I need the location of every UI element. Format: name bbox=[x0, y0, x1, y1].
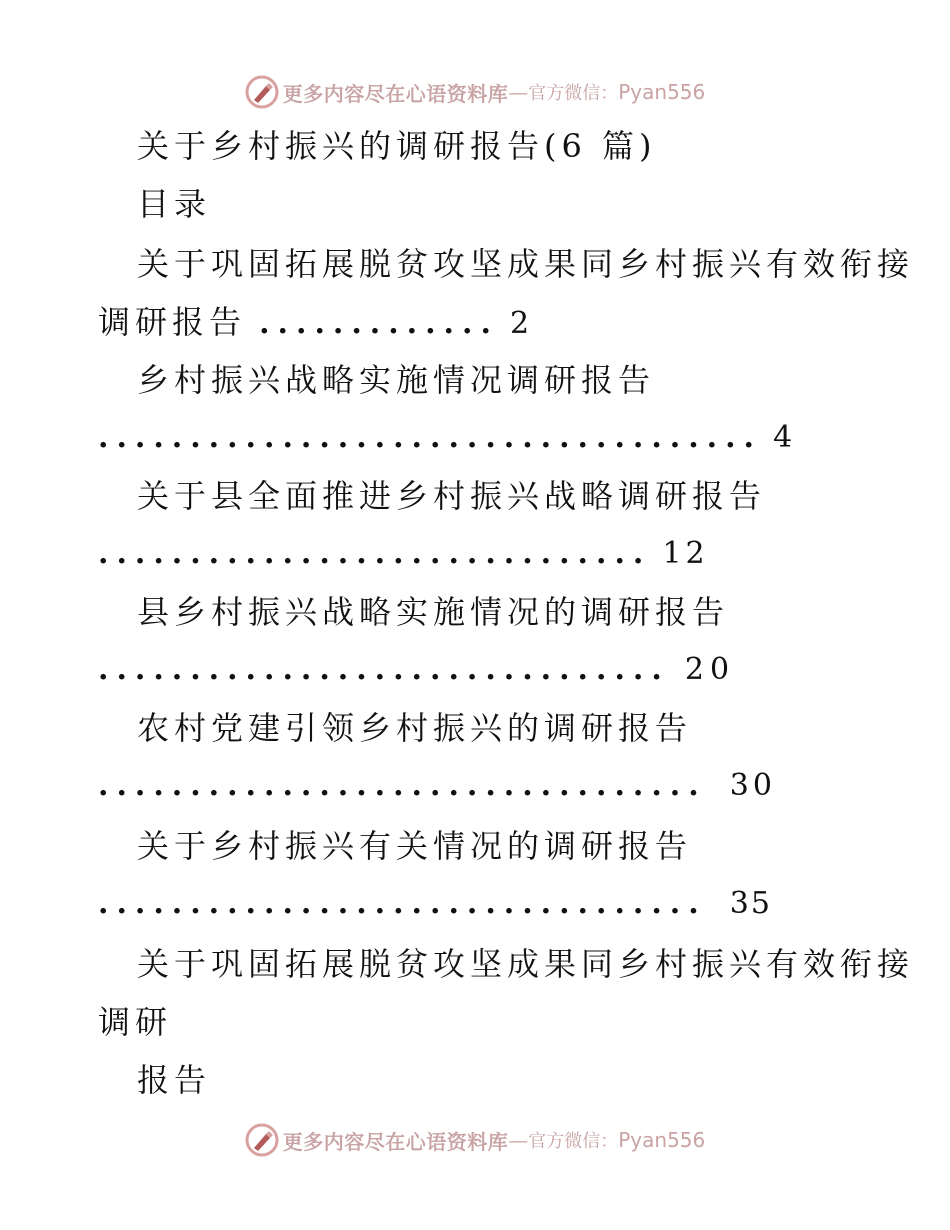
watermark-dash: — bbox=[508, 80, 529, 104]
toc-heading: 目录 bbox=[137, 185, 212, 223]
toc-entry-6-title: 关于乡村振兴有关情况的调研报告 bbox=[137, 827, 693, 865]
toc-entry-5-leader bbox=[98, 766, 776, 810]
toc-entry-6-leader bbox=[98, 884, 772, 928]
pen-logo-icon bbox=[245, 75, 279, 109]
toc-entry-3-leader bbox=[98, 534, 709, 578]
toc-entry-1-dots: ............. bbox=[259, 306, 499, 341]
watermark-banner-top bbox=[0, 72, 950, 112]
toc-entry-4-leader bbox=[98, 650, 735, 694]
watermark-text: 更多内容尽在心语资料库 bbox=[282, 81, 509, 106]
toc-entry-3-title: 关于县全面推进乡村振兴战略调研报告 bbox=[137, 477, 767, 515]
toc-entry-1-leader bbox=[98, 302, 529, 348]
watermark-text: 更多内容尽在心语资料库 bbox=[282, 1129, 509, 1154]
pen-logo-icon bbox=[245, 1123, 279, 1157]
watermark-banner-bottom bbox=[0, 1120, 950, 1160]
toc-entry-5-page: 30 bbox=[729, 768, 776, 803]
document-title: 关于乡村振兴的调研报告(6 篇) bbox=[137, 127, 657, 165]
toc-entry-5-dots: ................................. bbox=[98, 768, 707, 803]
toc-entry-6-dots: ................................. bbox=[98, 886, 707, 921]
section-title-line3: 报告 bbox=[137, 1061, 212, 1099]
toc-entry-4-dots: ............................... bbox=[98, 652, 670, 687]
toc-entry-6-page: 35 bbox=[729, 886, 772, 921]
toc-entry-1-page: 2 bbox=[509, 306, 530, 341]
toc-entry-2-dots: .................................... bbox=[98, 420, 762, 455]
toc-entry-1-title: 关于巩固拓展脱贫攻坚成果同乡村振兴有效衔接 bbox=[137, 245, 915, 283]
section-title-line2: 调研 bbox=[98, 1003, 173, 1041]
toc-entry-1-title-cont: 调研报告 bbox=[98, 303, 247, 341]
toc-entry-2-page: 4 bbox=[773, 420, 793, 455]
toc-entry-2-leader bbox=[98, 418, 792, 462]
watermark-id: Pyan556 bbox=[618, 1128, 706, 1152]
watermark-label: 官方微信： bbox=[528, 83, 619, 104]
watermark-label: 官方微信： bbox=[528, 1131, 619, 1152]
section-title-line1: 关于巩固拓展脱贫攻坚成果同乡村振兴有效衔接 bbox=[137, 945, 915, 983]
toc-entry-2-title: 乡村振兴战略实施情况调研报告 bbox=[137, 361, 656, 399]
watermark-id: Pyan556 bbox=[618, 80, 706, 104]
watermark-dash: — bbox=[508, 1128, 529, 1152]
toc-entry-4-page: 20 bbox=[684, 652, 736, 687]
toc-entry-4-title: 县乡村振兴战略实施情况的调研报告 bbox=[137, 593, 730, 631]
toc-entry-3-page: 12 bbox=[662, 536, 709, 571]
toc-entry-5-title: 农村党建引领乡村振兴的调研报告 bbox=[137, 709, 693, 747]
toc-entry-3-dots: .............................. bbox=[98, 536, 652, 571]
